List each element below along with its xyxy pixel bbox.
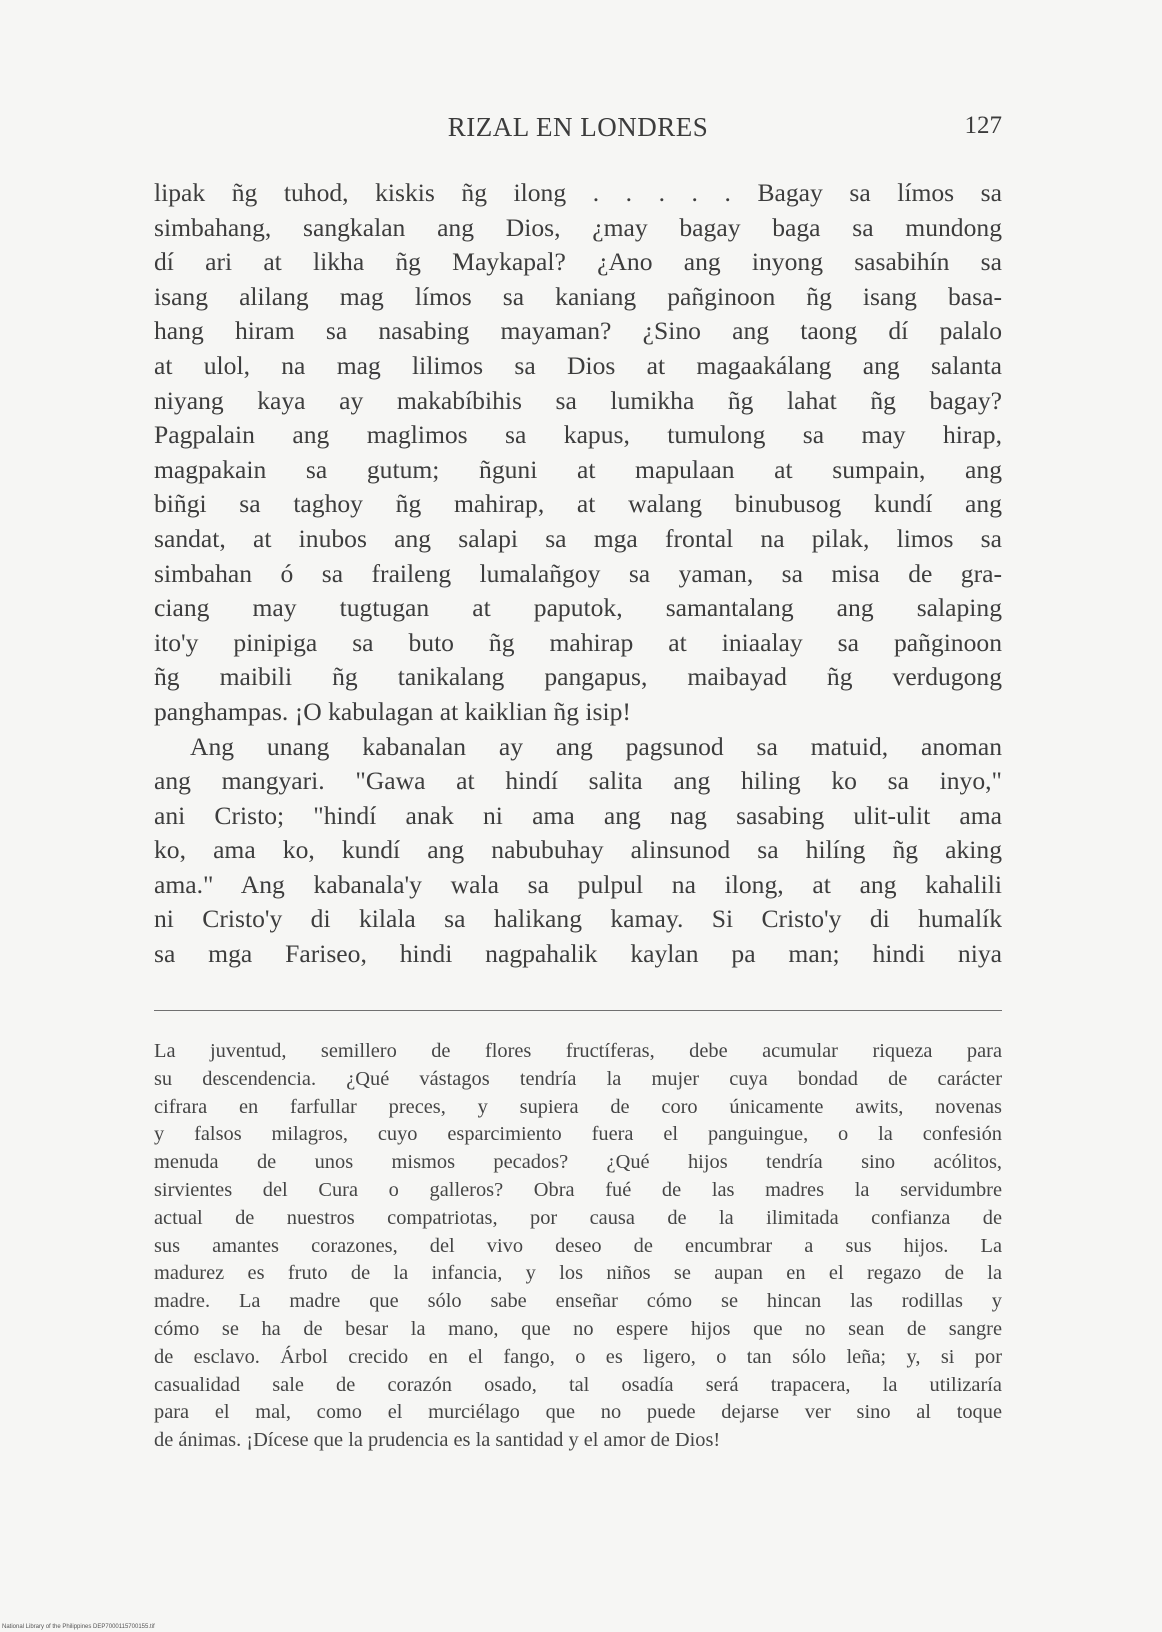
body-line: magpakain sa gutum; ñguni at mapulaan at sumpain, ang [154,454,1002,484]
body-line: niyang kaya ay makabíbihis sa lumikha ñg lahat ñg bagay? [154,385,1002,415]
footnote-line: para el mal, como el murciélago que no puede dejarse ver sino al toque [154,1401,1002,1424]
footnote-line: cómo se ha de besar la mano, que no espere hijos que no sean de sangre [154,1317,1002,1340]
body-line: panghampas. ¡O kabulagan at kaiklian ñg isip! [154,696,631,726]
body-line: hang hiram sa nasabing mayaman? ¿Sino ang taong dí palalo [154,316,1002,346]
scan-attribution: National Library of the Philippines DEP7000115700155.tif [2,1624,155,1630]
body-line: simbahang, sangkalan ang Dios, ¿may bagay baga sa mundong [154,212,1002,242]
page-header [154,112,1002,152]
body-line: dí ari at likha ñg Maykapal? ¿Ano ang inyong sasabihín sa [154,247,1002,277]
running-head: RIZAL EN LONDRES [447,112,709,142]
body-line: ciang may tugtugan at paputok, samantalang ang salaping [154,593,1002,623]
body-line: sandat, at inubos ang salapi sa mga frontal na pilak, limos sa [154,523,1002,553]
body-line: ni Cristo'y di kilala sa halikang kamay. Si Cristo'y di humalík [154,904,1002,934]
body-line: at ulol, na mag lilimos sa Dios at magaakálang ang salanta [154,350,1002,380]
body-line: ang mangyari. "Gawa at hindí salita ang hiling ko sa inyo," [154,766,1002,796]
body-line: isang alilang mag límos sa kaniang pañginoon ñg isang basa- [154,281,1002,311]
footnote-line: sus amantes corazones, del vivo deseo de encumbrar a sus hijos. La [154,1234,1002,1257]
main-body-text [154,176,1002,972]
body-line: ito'y pinipiga sa buto ñg mahirap at iniaalay sa pañginoon [154,627,1002,657]
body-line: biñgi sa taghoy ñg mahirap, at walang binubusog kundí ang [154,489,1002,519]
body-line: Ang unang kabanalan ay ang pagsunod sa matuid, anoman [190,731,1002,761]
footnote-line: casualidad sale de corazón osado, tal osadía será trapacera, la utilizaría [154,1373,1002,1396]
body-line: lipak ñg tuhod, kiskis ñg ilong . . . . . Bagay sa límos sa [154,178,1002,207]
footnote-line: sirvientes del Cura o galleros? Obra fué de las madres la servidumbre [154,1178,1002,1201]
body-line: ama." Ang kabanala'y wala sa pulpul na ilong, at ang kahalili [154,869,1002,899]
footnote-line: cifrara en farfullar preces, y supiera de coro únicamente awits, novenas [154,1095,1002,1118]
footnote-line: madurez es fruto de la infancia, y los niños se aupan en el regazo de la [154,1262,1002,1285]
footnote-line: y falsos milagros, cuyo esparcimiento fuera el panguingue, o la confesión [154,1123,1002,1146]
footnote-text [154,1038,1002,1455]
body-line: simbahan ó sa fraileng lumalañgoy sa yaman, sa misa de gra- [154,558,1002,588]
footnote-divider [154,1010,1002,1011]
footnote-line: de ánimas. ¡Dícese que la prudencia es la santidad y el amor de Dios! [154,1429,721,1452]
body-line: ko, ama ko, kundí ang nabubuhay alinsunod sa hilíng ñg aking [154,835,1002,865]
footnote-line: actual de nuestros compatriotas, por causa de la ilimitada confianza de [154,1206,1002,1229]
footnote-line: menuda de unos mismos pecados? ¿Qué hijos tendría sino acólitos, [154,1151,1002,1174]
footnote-line: su descendencia. ¿Qué vástagos tendría la mujer cuya bondad de carácter [154,1067,1002,1090]
footnote-line: La juventud, semillero de flores fructíferas, debe acumular riqueza para [154,1040,1002,1062]
body-line: Pagpalain ang maglimos sa kapus, tumulong sa may hirap, [154,420,1002,450]
page-number: 127 [964,112,1002,139]
footnote-line: madre. La madre que sólo sabe enseñar cómo se hincan las rodillas y [154,1290,1002,1313]
body-line: ani Cristo; "hindí anak ni ama ang nag sasabing ulit-ulit ama [154,800,1002,830]
body-line: ñg maibili ñg tanikalang pangapus, maibayad ñg verdugong [154,662,1002,692]
body-line: sa mga Fariseo, hindi nagpahalik kaylan pa man; hindi niya [154,939,1002,969]
footnote-line: de esclavo. Árbol crecido en el fango, o es ligero, o tan sólo leña; y, si por [154,1345,1002,1368]
